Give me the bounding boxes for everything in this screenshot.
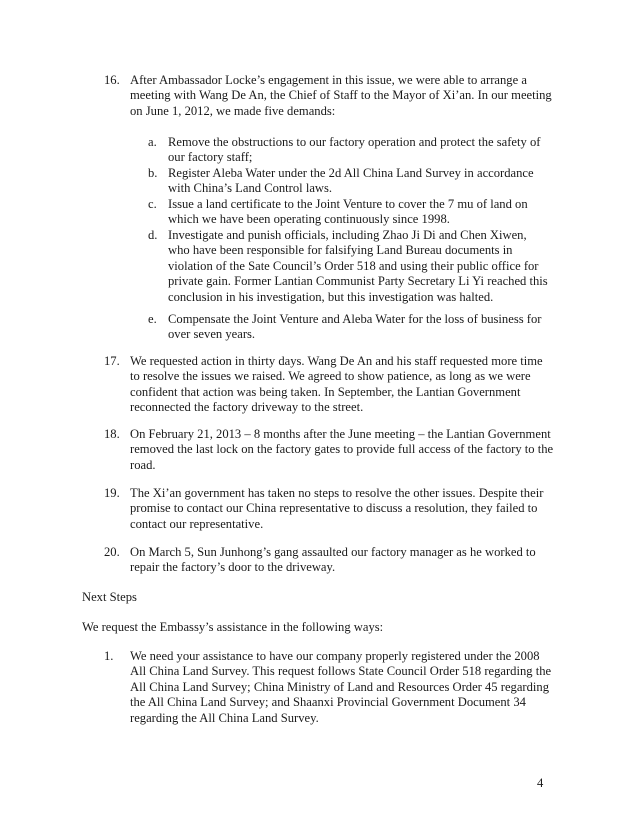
demand-item-a <box>148 135 548 166</box>
list-item-16 <box>104 73 554 119</box>
demand-letter: e. <box>148 312 157 326</box>
demand-item-c <box>148 197 548 228</box>
demand-letter: c. <box>148 197 157 211</box>
demand-text: Register Aleba Water under the 2d All China Land Survey in accordance with China’s Land Control laws. <box>168 166 534 196</box>
demand-text: Compensate the Joint Venture and Aleba Water for the loss of business for over seven years. <box>168 312 542 342</box>
list-item-text: On March 5, Sun Junhong’s gang assaulted our factory manager as he worked to repair the factory’s door to the driveway. <box>130 545 536 575</box>
step-number: 1. <box>104 649 114 663</box>
list-item-18 <box>104 427 554 473</box>
page-number: 4 <box>537 776 544 790</box>
demand-item-e <box>148 312 548 343</box>
list-item-20 <box>104 545 554 576</box>
list-item-number: 17. <box>104 354 120 368</box>
section-heading-next-steps: Next Steps <box>82 590 137 604</box>
list-item-number: 19. <box>104 486 120 500</box>
step-text: We need your assistance to have our company properly registered under the 2008 All China Land Survey. This request follows State Council Order 518 regarding the All China Land Survey; China Ministry of Land and Resources Order 45 regarding the All China Land Survey; and Shaanxi Provincial Government Document 34 regarding the All China Land Survey. <box>130 649 552 725</box>
list-item-text: After Ambassador Locke’s engagement in this issue, we were able to arrange a meeting with Wang De An, the Chief of Staff to the Mayor of Xi’an. In our meeting on June 1, 2012, we made five demands: <box>130 73 552 118</box>
step-item-1 <box>104 649 554 726</box>
list-item-text: On February 21, 2013 – 8 months after the June meeting – the Lantian Government removed the last lock on the factory gates to provide full access of the factory to the road. <box>130 427 554 472</box>
demand-item-d <box>148 228 548 305</box>
demand-letter: a. <box>148 135 157 149</box>
demand-item-b <box>148 166 548 197</box>
request-intro: We request the Embassy’s assistance in the following ways: <box>82 620 384 634</box>
list-item-number: 18. <box>104 427 120 441</box>
demand-text: Remove the obstructions to our factory operation and protect the safety of our factory staff; <box>168 135 541 165</box>
demand-letter: b. <box>148 166 158 180</box>
list-item-19 <box>104 486 554 532</box>
list-item-number: 20. <box>104 545 120 559</box>
list-item-17 <box>104 354 554 416</box>
list-item-number: 16. <box>104 73 120 87</box>
list-item-text: The Xi’an government has taken no steps to resolve the other issues. Despite their promise to contact our China representative to discuss a resolution, they failed to contact our representative. <box>130 486 544 531</box>
demand-letter: d. <box>148 228 158 242</box>
demand-text: Investigate and punish officials, including Zhao Ji Di and Chen Xiwen, who have been responsible for falsifying Land Bureau documents in violation of the Sate Council’s Order 518 and using their public office for private gain. Former Lantian Communist Party Secretary Li Yi reached this conclusion in his investigation, but this investigation was halted. <box>168 228 548 304</box>
demand-text: Issue a land certificate to the Joint Venture to cover the 7 mu of land on which we have been operating continuously since 1998. <box>168 197 528 227</box>
list-item-text: We requested action in thirty days. Wang De An and his staff requested more time to resolve the issues we raised. We agreed to show patience, as long as we were confident that action was being taken. In September, the Lantian Government reconnected the factory driveway to the street. <box>130 354 543 415</box>
